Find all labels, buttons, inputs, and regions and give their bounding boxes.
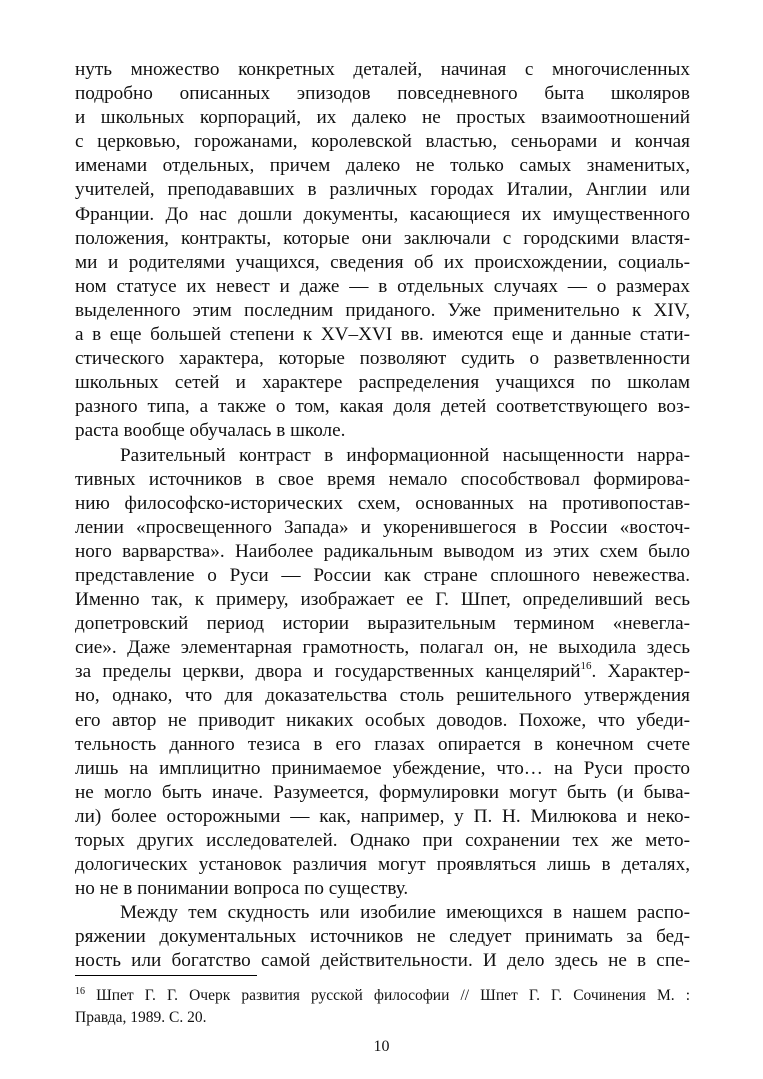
text-line: учителей, преподававших в различных городах Италии, Англии или (75, 179, 690, 201)
text-line: стического характера, которые позволяют судить о разветвленности (75, 348, 690, 370)
page-number: 10 (373, 1038, 390, 1055)
text-line: и школьных корпораций, их далеко не простых взаимоотношений (75, 107, 690, 129)
text-line: ли) более осторожными — как, например, у П. Н. Милюкова и неко- (75, 805, 690, 827)
text-line: ном статусе их невест и даже — в отдельных случаях — о размерах (75, 275, 690, 297)
text-line: именами отдельных, причем далеко не только самых знаменитых, (75, 155, 690, 177)
footnote-reference[interactable]: 16 (580, 660, 592, 673)
text-line: разного типа, а также о том, какая доля детей соответствующего воз- (75, 396, 690, 418)
text-line: допетровский период истории выразительным термином «невегла- (75, 613, 690, 635)
text-line: дологических установок различия могут проявляться лишь в деталях, (75, 854, 690, 876)
text-line: тивных источников в свое время немало способствовал формирова- (75, 468, 690, 490)
text-line: нуть множество конкретных деталей, начиная с многочисленных (75, 59, 690, 80)
text-line: положения, контракты, которые они заключали с городскими властя- (75, 227, 690, 249)
text-line: Именно так, к примеру, изображает ее Г. Шпет, определивший весь (75, 589, 690, 611)
footnote-line-1 (75, 985, 690, 1007)
text-line (75, 660, 690, 684)
text-line: тельность данного тезиса в его глазах опирается в конечном счете (75, 733, 690, 755)
text-line: школьных сетей и характере распределения учащихся по школам (75, 372, 690, 394)
text-line: ряжении документальных источников не следует принимать за бед- (75, 926, 690, 948)
footnote-number: 16 (75, 986, 85, 997)
text-line: но не в понимании вопроса по существу. (75, 878, 409, 900)
text-line: Между тем скудность или изобилие имеющихся в нашем распо- (120, 902, 690, 924)
text-line: а в еще большей степени к XV–XVI вв. имеются еще и данные стати- (75, 324, 690, 346)
text-line: выделенного этим последним приданого. Уже применительно к XIV, (75, 299, 690, 321)
text-line: подробно описанных эпизодов повседневного быта школяров (75, 83, 690, 105)
text-fragment: . Характер- (591, 661, 690, 683)
paragraph (75, 901, 690, 973)
text-line: с церковью, горожанами, королевской властью, сеньорами и кончая (75, 131, 690, 153)
body-text (75, 58, 690, 974)
text-line: ми и родителями учащихся, сведения об их происхождении, социаль- (75, 251, 690, 273)
text-line: Разительный контраст в информационной насыщенности нарра- (120, 444, 690, 466)
paragraph (75, 58, 690, 444)
footnote-divider (75, 975, 257, 976)
text-line: нию философско-исторических схем, основанных на противопостав- (75, 492, 690, 514)
text-line: торых других исследователей. Однако при сохранении тех же мето- (75, 830, 690, 851)
text-line: раста вообще обучалась в школе. (75, 420, 346, 442)
text-line: сие». Даже элементарная грамотность, полагал он, не выходила здесь (75, 637, 690, 659)
text-line: ность или богатство самой действительности. И дело здесь не в спе- (75, 950, 690, 972)
text-line: лишь на имплицитно принимаемое убеждение, что… на Руси просто (75, 757, 690, 779)
text-line: ного варварства». Наиболее радикальным выводом из этих схем было (75, 540, 690, 562)
footnote-line-2: Правда, 1989. С. 20. (75, 1009, 207, 1026)
text-line: лении «просвещенного Запада» и укоренившегося в России «восточ- (75, 516, 690, 538)
footnote (75, 985, 690, 1029)
text-line: его автор не приводит никаких особых доводов. Похоже, что убеди- (75, 709, 690, 731)
paragraph (75, 444, 690, 902)
text-fragment: за пределы церкви, двора и государственных канцелярий (75, 661, 581, 683)
footnote-text: Шпет Г. Г. Очерк развития русской философии // Шпет Г. Г. Сочинения М. : (96, 987, 691, 1004)
text-line: не могло быть иначе. Разумеется, формулировки могут быть (и быва- (75, 781, 690, 803)
text-line: но, однако, что для доказательства столь решительного утверждения (75, 685, 690, 707)
text-line: представление о Руси — России как стране сплошного невежества. (75, 564, 690, 586)
text-line: Франции. До нас дошли документы, касающиеся их имущественного (75, 203, 690, 225)
